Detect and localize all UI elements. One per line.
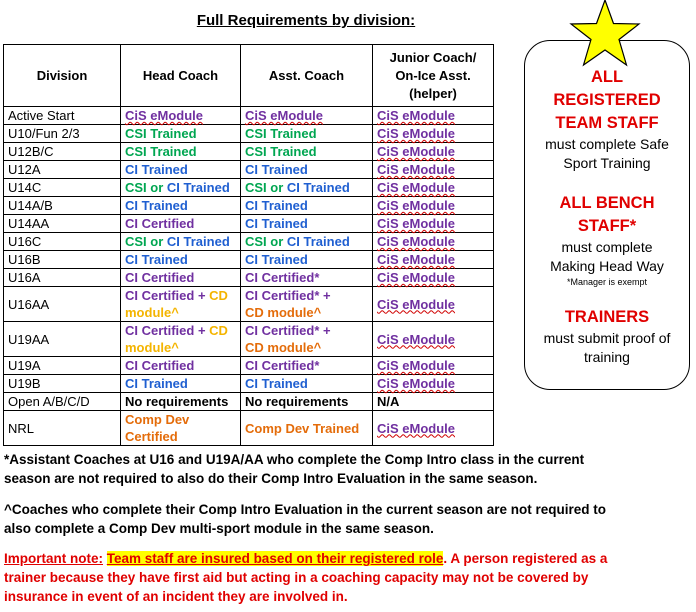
division-cell: U14A/B — [4, 197, 121, 215]
or-text: or — [146, 180, 167, 195]
csi-text: CSI — [245, 234, 267, 249]
division-cell: U19A — [4, 357, 121, 375]
ci-certified-text: CI Certified — [125, 288, 195, 303]
important-label: Important note: — [4, 551, 103, 566]
csi-text: CSI — [125, 234, 147, 249]
division-cell: NRL — [4, 411, 121, 446]
cd-module-text: CD module^ — [245, 305, 322, 320]
table-row — [4, 215, 494, 233]
division-cell: Open A/B/C/D — [4, 393, 121, 411]
head-coach-cell — [121, 322, 241, 357]
asst-coach-cell — [241, 322, 373, 357]
important-rest: . A person registered as a trainer because they have first aid but acting in a coaching capacity may not be covered by insurance in event of an incident they are involved in. — [4, 551, 608, 604]
or-text: or — [266, 234, 287, 249]
table-row — [4, 393, 494, 411]
registered-staff-text: must complete Safe Sport Training — [545, 136, 669, 171]
junior-coach-cell: CiS eModule — [373, 287, 494, 322]
division-cell: U16B — [4, 251, 121, 269]
division-cell: U16C — [4, 233, 121, 251]
table-row — [4, 322, 494, 357]
table-row — [4, 233, 494, 251]
asst-coach-cell: CiS eModule — [241, 107, 373, 125]
asst-coach-cell — [241, 233, 373, 251]
header-asst-coach: Asst. Coach — [241, 45, 373, 107]
head-coach-cell: CI Certified — [121, 215, 241, 233]
junior-coach-cell: CiS eModule — [373, 233, 494, 251]
table-row — [4, 411, 494, 446]
important-highlight: Team staff are insured based on their registered role — [106, 551, 444, 566]
head-coach-cell — [121, 287, 241, 322]
cd-module-text: CD module^ — [125, 323, 228, 355]
trainers-text: must submit proof of training — [543, 330, 671, 365]
page-title: Full Requirements by division: — [196, 12, 416, 29]
requirements-table — [3, 44, 494, 446]
caret-note: ^Coaches who complete their Comp Intro Evaluation in the current season are not required to also complete a Comp Dev multi-sport module in the same season. — [4, 502, 606, 536]
ci-trained-text: CI Trained — [166, 234, 230, 249]
head-coach-cell: CI Trained — [121, 375, 241, 393]
asst-coach-cell: CI Trained — [241, 375, 373, 393]
header-division: Division — [4, 45, 121, 107]
division-cell: U14AA — [4, 215, 121, 233]
table-row — [4, 161, 494, 179]
ci-trained-text: CI Trained — [166, 180, 230, 195]
table-row — [4, 269, 494, 287]
junior-coach-cell: N/A — [373, 393, 494, 411]
important-note — [4, 549, 614, 606]
asst-coach-cell: CSI Trained — [241, 125, 373, 143]
table-row — [4, 143, 494, 161]
table-row — [4, 107, 494, 125]
table-header-row — [4, 45, 494, 107]
head-coach-cell — [121, 179, 241, 197]
table-row — [4, 179, 494, 197]
division-cell: U10/Fun 2/3 — [4, 125, 121, 143]
head-coach-cell: CSI Trained — [121, 143, 241, 161]
bench-staff-text: must complete Making Head Way — [550, 239, 664, 274]
plus-text: + — [194, 288, 210, 303]
table-row — [4, 357, 494, 375]
asst-coach-cell: CI Trained — [241, 251, 373, 269]
junior-coach-cell: CiS eModule — [373, 215, 494, 233]
division-cell: U16AA — [4, 287, 121, 322]
asst-coach-cell: CSI Trained — [241, 143, 373, 161]
head-coach-cell: Comp Dev Certified — [121, 411, 241, 446]
asst-coach-cell: CI Trained — [241, 197, 373, 215]
asst-coach-cell: No requirements — [241, 393, 373, 411]
registered-staff-block — [525, 66, 689, 173]
csi-text: CSI — [125, 180, 147, 195]
asterisk-note: *Assistant Coaches at U16 and U19A/AA who complete the Comp Intro class in the current season are not required to also do their Comp Intro Evaluation in the same season. — [4, 452, 585, 486]
cd-module-text: CD module^ — [125, 288, 228, 320]
junior-coach-cell: CiS eModule — [373, 269, 494, 287]
junior-coach-cell: CiS eModule — [373, 143, 494, 161]
asst-coach-cell — [241, 287, 373, 322]
junior-coach-cell: CiS eModule — [373, 179, 494, 197]
junior-coach-cell: CiS eModule — [373, 357, 494, 375]
head-coach-cell: CI Trained — [121, 161, 241, 179]
star-icon — [568, 0, 642, 68]
division-cell: U12B/C — [4, 143, 121, 161]
division-cell: U16A — [4, 269, 121, 287]
trainers-block — [525, 306, 689, 367]
head-coach-cell: CSI Trained — [121, 125, 241, 143]
head-coach-cell — [121, 233, 241, 251]
ci-certified-text: CI Certified* + — [245, 323, 331, 338]
junior-coach-cell: CiS eModule — [373, 251, 494, 269]
or-text: or — [146, 234, 167, 249]
header-junior-text: Junior Coach/ On-Ice Asst. (helper) — [389, 49, 477, 101]
division-cell: U19AA — [4, 322, 121, 357]
bench-staff-title: ALL BENCH STAFF* — [559, 194, 655, 235]
table-row — [4, 197, 494, 215]
table-row — [4, 251, 494, 269]
cd-module-text: CD module^ — [245, 340, 322, 355]
division-cell: U12A — [4, 161, 121, 179]
head-coach-cell: CiS eModule — [121, 107, 241, 125]
registered-staff-title: ALL REGISTERED TEAM STAFF — [553, 68, 661, 132]
division-cell: Active Start — [4, 107, 121, 125]
asst-coach-cell: CI Certified* — [241, 269, 373, 287]
asst-coach-cell — [241, 179, 373, 197]
csi-text: CSI — [245, 180, 267, 195]
head-coach-cell: No requirements — [121, 393, 241, 411]
trainers-title: TRAINERS — [564, 308, 650, 326]
head-coach-cell: CI Certified — [121, 357, 241, 375]
table-row — [4, 287, 494, 322]
junior-coach-cell: CiS eModule — [373, 125, 494, 143]
division-cell: U19B — [4, 375, 121, 393]
ci-trained-text: CI Trained — [286, 234, 350, 249]
table-row — [4, 375, 494, 393]
head-coach-cell: CI Trained — [121, 197, 241, 215]
header-junior-coach — [373, 45, 494, 107]
table-row — [4, 125, 494, 143]
header-head-coach: Head Coach — [121, 45, 241, 107]
junior-coach-cell: CiS eModule — [373, 161, 494, 179]
ci-certified-text: CI Certified — [125, 323, 195, 338]
head-coach-cell: CI Trained — [121, 251, 241, 269]
asst-coach-cell: CI Certified* — [241, 357, 373, 375]
ci-certified-text: CI Certified* + — [245, 288, 331, 303]
or-text: or — [266, 180, 287, 195]
bench-staff-block — [525, 192, 689, 288]
head-coach-cell: CI Certified — [121, 269, 241, 287]
asst-coach-cell: CI Trained — [241, 161, 373, 179]
asst-coach-cell: CI Trained — [241, 215, 373, 233]
ci-trained-text: CI Trained — [286, 180, 350, 195]
junior-coach-cell: CiS eModule — [373, 411, 494, 446]
junior-coach-cell: CiS eModule — [373, 107, 494, 125]
manager-exempt-note: *Manager is exempt — [566, 277, 648, 287]
plus-text: + — [194, 323, 210, 338]
staff-requirements-panel — [524, 40, 690, 390]
junior-coach-cell: CiS eModule — [373, 322, 494, 357]
junior-coach-cell: CiS eModule — [373, 197, 494, 215]
division-cell: U14C — [4, 179, 121, 197]
asst-coach-cell: Comp Dev Trained — [241, 411, 373, 446]
junior-coach-cell: CiS eModule — [373, 375, 494, 393]
